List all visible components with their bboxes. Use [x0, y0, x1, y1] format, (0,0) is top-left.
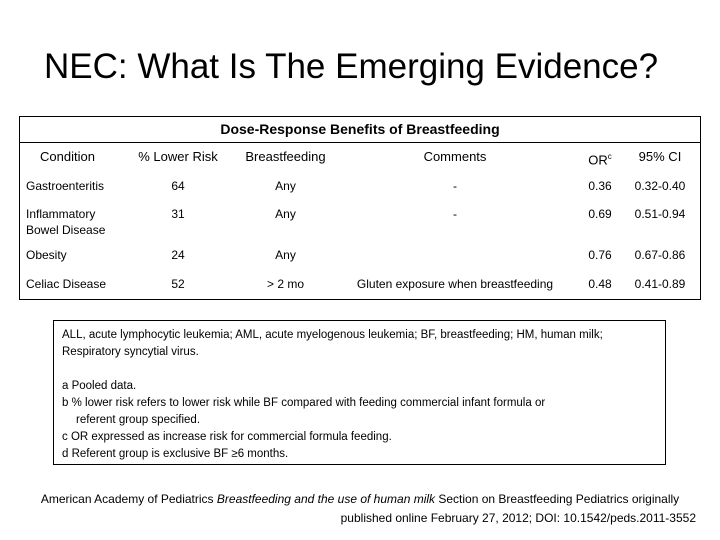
- data-table: [19, 116, 701, 300]
- header-or-label: OR: [588, 152, 608, 168]
- table-cell-ci: 0.67-0.86: [634, 248, 686, 262]
- table-cell-breastfeeding: Any: [275, 248, 296, 262]
- citation-suffix: Section on Breastfeeding Pediatrics originally: [435, 492, 680, 506]
- citation-line-2: published online February 27, 2012; DOI: 10.1542/peds.2011-3552: [340, 511, 696, 525]
- table-cell-or: 0.69: [588, 207, 612, 221]
- table-cell-breastfeeding: Any: [275, 179, 296, 193]
- table-cell-ci: 0.51-0.94: [634, 207, 686, 221]
- citation-prefix: American Academy of Pediatrics: [40, 492, 217, 506]
- header-lower-risk: % Lower Risk: [138, 149, 218, 164]
- table-cell-ci: 0.41-0.89: [634, 277, 686, 291]
- header-breastfeeding: Breastfeeding: [245, 149, 326, 164]
- footnote-c: c OR expressed as increase risk for commercial formula feeding.: [62, 431, 392, 443]
- table-cell-comments: -: [453, 207, 457, 221]
- footnote-a: a Pooled data.: [62, 380, 137, 392]
- table-caption: Dose-Response Benefits of Breastfeeding: [20, 117, 700, 143]
- table-cell-lower-risk: 52: [171, 277, 185, 291]
- header-ci: 95% CI: [638, 149, 682, 164]
- table-cell-condition: Celiac Disease: [26, 277, 107, 291]
- header-or: [575, 149, 625, 168]
- table-cell-condition: Obesity: [26, 248, 67, 262]
- table-cell-condition: Gastroenteritis: [26, 179, 105, 193]
- table-cell-or: 0.76: [588, 248, 612, 262]
- table-cell-comments: Gluten exposure when breastfeeding: [356, 277, 554, 291]
- source-citation: [8, 490, 712, 528]
- abbreviations-note: ALL, acute lymphocytic leukemia; AML, acute myelogenous leukemia; BF, breastfeeding; HM, human milk; Respiratory syncytial virus.: [62, 329, 603, 358]
- table-cell-condition: Inflammatory Bowel Disease: [26, 207, 106, 237]
- table-cell-comments: -: [453, 179, 457, 193]
- table-cell-lower-risk: 64: [171, 179, 185, 193]
- table-cell-breastfeeding: Any: [275, 207, 296, 221]
- header-or-superscript: c: [607, 152, 612, 161]
- table-cell-breastfeeding: > 2 mo: [266, 277, 305, 291]
- footnote-d: d Referent group is exclusive BF ≥6 months.: [62, 448, 289, 460]
- footnote-b: b % lower risk refers to lower risk while BF compared with feeding commercial infant formula or: [62, 397, 546, 409]
- table-cell-or: 0.36: [588, 179, 612, 193]
- footnote-b-continued: referent group specified.: [76, 414, 201, 426]
- slide-title: NEC: What Is The Emerging Evidence?: [44, 47, 659, 86]
- table-cell-or: 0.48: [588, 277, 612, 291]
- table-cell-ci: 0.32-0.40: [634, 179, 686, 193]
- citation-line-1: [8, 490, 712, 509]
- header-comments: Comments: [423, 149, 487, 164]
- table-cell-lower-risk: 31: [171, 207, 185, 221]
- table-cell-lower-risk: 24: [171, 248, 185, 262]
- footnotes-box: [53, 320, 666, 465]
- citation-title: Breastfeeding and the use of human milk: [216, 492, 436, 506]
- header-condition: Condition: [40, 149, 95, 164]
